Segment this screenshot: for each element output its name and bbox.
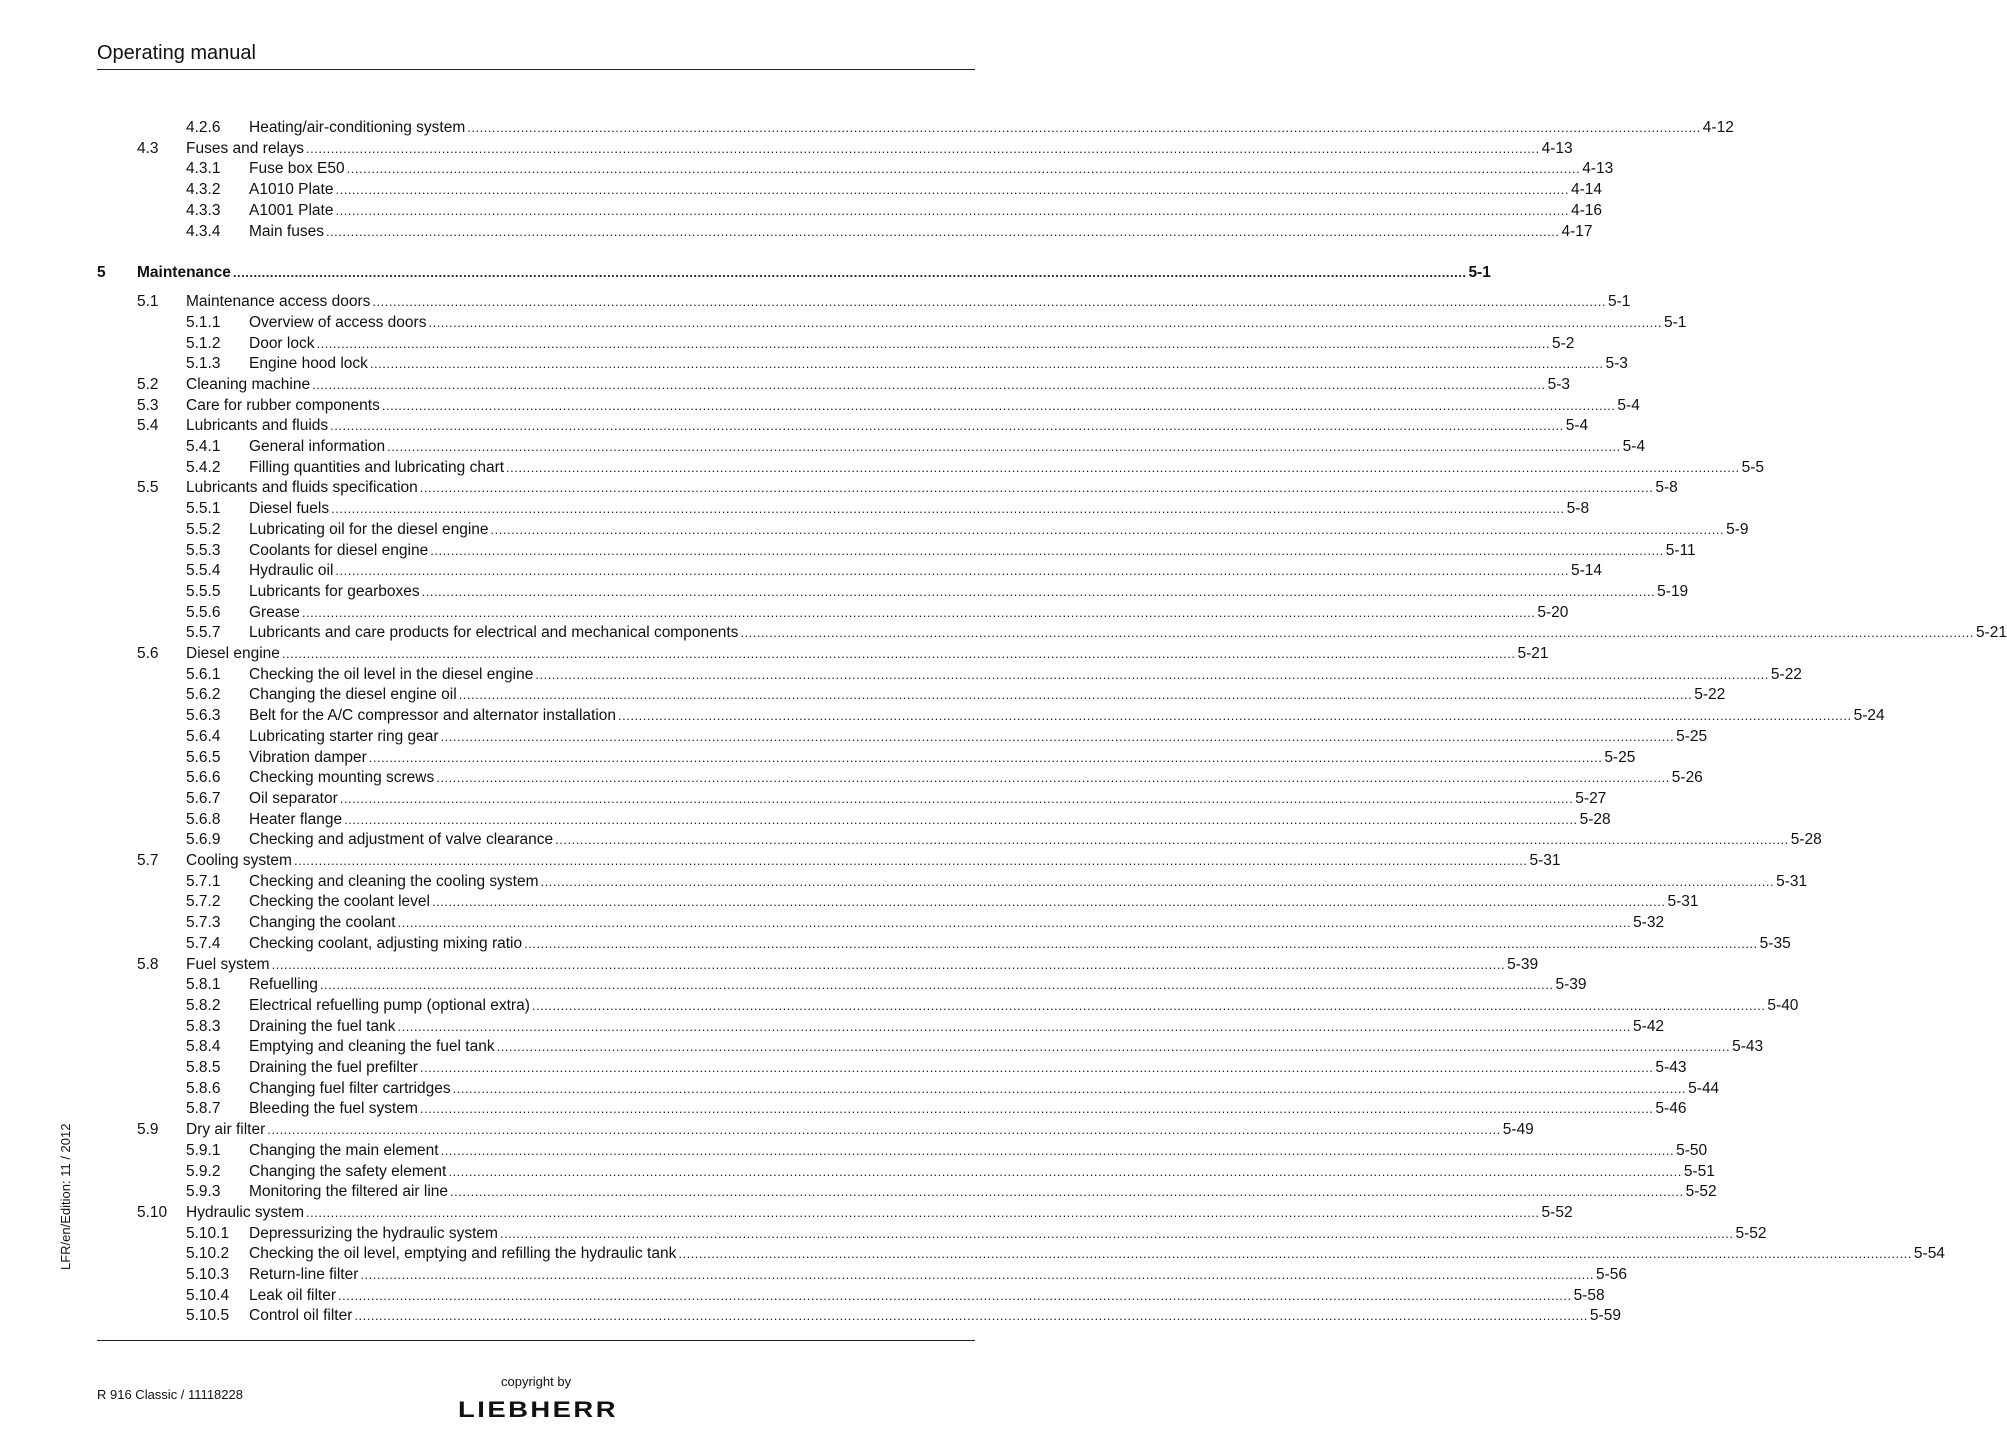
footer-divider xyxy=(97,1340,975,1341)
toc-entry-number: 5.10.3 xyxy=(186,1266,230,1283)
toc-entry[interactable] xyxy=(0,810,1611,831)
toc-entry[interactable] xyxy=(0,1120,1534,1141)
toc-leader-dots: ............................................................................................................................................................................................................................................................................................................ xyxy=(458,687,1693,703)
toc-entry[interactable] xyxy=(0,1058,1687,1079)
toc-entry-title: Depressurizing the hydraulic system xyxy=(249,1224,498,1242)
toc-entry-title: Oil separator xyxy=(249,789,338,807)
toc-entry-number: 5.6.2 xyxy=(186,686,221,704)
toc-entry-title: Checking the coolant level xyxy=(249,893,430,911)
toc-entry-page: 5-11 xyxy=(1665,541,1696,559)
toc-entry-page: 5-42 xyxy=(1633,1017,1665,1035)
toc-entry[interactable] xyxy=(0,1306,1621,1327)
toc-leader-dots: ............................................................................................................................................................................................................................................................................................................ xyxy=(232,264,1467,280)
toc-entry[interactable] xyxy=(0,396,1640,417)
liebherr-logo-icon xyxy=(457,1398,619,1420)
toc-leader-dots: ............................................................................................................................................................................................................................................................................................................ xyxy=(430,542,1664,558)
toc-entry-number: 5.5.3 xyxy=(186,541,221,559)
toc-leader-dots: ............................................................................................................................................................................................................................................................................................................ xyxy=(338,1287,1572,1303)
toc-entry-page: 5-28 xyxy=(1790,831,1822,849)
toc-entry[interactable] xyxy=(0,458,1764,479)
toc-leader-dots: ............................................................................................................................................................................................................................................................................................................ xyxy=(419,1060,1654,1075)
toc-entry-page: 5-4 xyxy=(1565,417,1589,435)
toc-entry-title: Leak oil filter xyxy=(249,1286,337,1304)
toc-entry-number: 5.6.7 xyxy=(186,789,221,807)
toc-entry-page: 5-19 xyxy=(1657,582,1689,600)
toc-entry-number: 5.10.4 xyxy=(186,1286,230,1304)
toc-entry-page: 5-39 xyxy=(1507,955,1539,973)
toc-entry-number: 5.1.2 xyxy=(186,334,221,352)
toc-entry[interactable] xyxy=(0,1017,1665,1038)
toc-entry[interactable] xyxy=(0,313,1687,334)
toc-entry-page: 5-21 xyxy=(1517,645,1549,662)
toc-entry[interactable] xyxy=(0,685,1726,706)
toc-entry-number: 5.7.1 xyxy=(186,872,221,890)
toc-entry-title: Fuel system xyxy=(186,955,270,973)
toc-entry-number: 5.5.5 xyxy=(186,582,221,600)
toc-entry-number: 5 xyxy=(97,263,106,281)
toc-entry-page: 5-59 xyxy=(1589,1307,1621,1325)
toc-entry[interactable] xyxy=(0,1224,1767,1245)
toc-leader-dots: ............................................................................................................................................................................................................................................................................................................ xyxy=(319,977,1554,993)
toc-entry-title: Dry air filter xyxy=(186,1121,266,1139)
toc-entry-number: 5.5.2 xyxy=(186,520,221,538)
toc-entry[interactable] xyxy=(0,644,1549,665)
toc-entry[interactable] xyxy=(0,375,1571,396)
toc-entry-number: 5.5 xyxy=(137,479,159,497)
toc-entry-page: 5-44 xyxy=(1688,1079,1720,1097)
toc-entry-number: 4.3.3 xyxy=(186,201,221,219)
toc-entry[interactable] xyxy=(0,180,1603,201)
toc-leader-dots: ............................................................................................................................................................................................................................................................................................................ xyxy=(267,1122,1501,1138)
toc-entry-title: Checking coolant, adjusting mixing ratio xyxy=(249,934,523,952)
toc-leader-dots: ............................................................................................................................................................................................................................................................................................................ xyxy=(346,161,1581,177)
toc-entry-title: Electrical refuelling pump (optional extra) xyxy=(249,996,530,1014)
toc-leader-dots: ............................................................................................................................................................................................................................................................................................................ xyxy=(428,314,1663,330)
toc-entry-page: 4-13 xyxy=(1541,139,1573,157)
toc-entry-title: Filling quantities and lubricating chart xyxy=(249,458,505,476)
toc-entry[interactable] xyxy=(0,118,1734,139)
toc-entry-page: 4-17 xyxy=(1561,222,1593,240)
toc-entry-page: 5-28 xyxy=(1579,810,1611,828)
toc-entry[interactable] xyxy=(0,727,1708,748)
toc-entry[interactable] xyxy=(0,1182,1717,1203)
toc-leader-dots: ............................................................................................................................................................................................................................................................................................................ xyxy=(506,459,1740,475)
toc-leader-dots: ............................................................................................................................................................................................................................................................................................................ xyxy=(419,480,1654,496)
toc-entry-page: 5-54 xyxy=(1913,1245,1945,1263)
toc-entry[interactable] xyxy=(0,768,1703,789)
toc-entry-page: 5-25 xyxy=(1604,748,1636,766)
toc-entry-page: 5-49 xyxy=(1502,1121,1534,1139)
toc-entry-page: 5-58 xyxy=(1573,1286,1605,1304)
toc-entry[interactable] xyxy=(0,561,1602,582)
toc-entry-page: 5-31 xyxy=(1529,852,1561,869)
toc-entry-title: Care for rubber components xyxy=(186,396,380,414)
toc-entry[interactable] xyxy=(0,913,1665,934)
toc-entry-title: Checking the oil level in the diesel engine xyxy=(249,665,534,683)
toc-entry[interactable] xyxy=(0,789,1607,810)
toc-entry-number: 5.4.1 xyxy=(186,438,221,455)
toc-entry-title: Refuelling xyxy=(249,976,318,994)
toc-entry-page: 5-3 xyxy=(1547,375,1571,393)
toc-entry-title: A1010 Plate xyxy=(249,181,334,199)
toc-entry-title: Checking and adjustment of valve clearance xyxy=(249,831,554,849)
toc-leader-dots: ............................................................................................................................................................................................................................................................................................................ xyxy=(312,376,1546,392)
toc-leader-dots: ............................................................................................................................................................................................................................................................................................................ xyxy=(419,1101,1654,1117)
toc-entry-page: 5-56 xyxy=(1595,1266,1627,1283)
toc-leader-dots: ............................................................................................................................................................................................................................................................................................................ xyxy=(281,646,1516,661)
toc-entry-title: Coolants for diesel engine xyxy=(249,541,429,559)
toc-entry-title: Vibration damper xyxy=(249,748,367,766)
toc-entry-title: Cleaning machine xyxy=(186,375,311,393)
toc-leader-dots: ............................................................................................................................................................................................................................................................................................................ xyxy=(360,1267,1594,1282)
toc-entry-page: 5-31 xyxy=(1776,872,1808,890)
toc-entry-number: 4.3.4 xyxy=(186,222,221,240)
toc-entry-page: 5-8 xyxy=(1566,500,1590,518)
toc-entry-page: 5-22 xyxy=(1770,665,1802,683)
toc-leader-dots: ............................................................................................................................................................................................................................................................................................................ xyxy=(450,1184,1684,1200)
toc-entry-number: 5.6.8 xyxy=(186,810,221,828)
toc-entry-title: Engine hood lock xyxy=(249,355,368,373)
toc-entry-number: 5.6.4 xyxy=(186,727,221,745)
toc-entry[interactable] xyxy=(0,603,1569,624)
toc-entry-number: 4.3.1 xyxy=(186,160,221,178)
toc-entry-page: 5-1 xyxy=(1664,313,1687,331)
toc-leader-dots: ............................................................................................................................................................................................................................................................................................................ xyxy=(618,708,1852,724)
toc-entry[interactable] xyxy=(0,263,1491,284)
toc-entry-title: Door lock xyxy=(249,334,315,352)
toc-leader-dots: ............................................................................................................................................................................................................................................................................................................ xyxy=(335,563,1569,579)
toc-entry-title: Overview of access doors xyxy=(249,313,427,331)
toc-entry-number: 5.1.1 xyxy=(186,313,221,331)
toc-entry[interactable] xyxy=(0,1037,1764,1058)
toc-leader-dots: ............................................................................................................................................................................................................................................................................................................ xyxy=(368,749,1603,765)
toc-entry-page: 5-21 xyxy=(1975,624,2007,642)
toc-entry-page: 5-43 xyxy=(1732,1038,1764,1056)
toc-entry-title: Lubricants and fluids specification xyxy=(186,479,418,497)
toc-leader-dots: ............................................................................................................................................................................................................................................................................................................ xyxy=(331,501,1565,517)
toc-entry-page: 5-24 xyxy=(1853,707,1885,725)
toc-entry-number: 4.3 xyxy=(137,139,159,157)
toc-leader-dots: ............................................................................................................................................................................................................................................................................................................ xyxy=(381,397,1616,413)
toc-entry-number: 5.6.6 xyxy=(186,769,221,787)
toc-entry-number: 5.6.3 xyxy=(186,707,221,725)
header-divider xyxy=(97,69,975,70)
toc-entry-number: 5.4.2 xyxy=(186,458,221,476)
toc-entry-title: Lubricating starter ring gear xyxy=(249,727,439,745)
toc-entry-title: Changing the coolant xyxy=(249,914,396,932)
toc-leader-dots: ............................................................................................................................................................................................................................................................................................................ xyxy=(524,935,1758,951)
toc-entry-page: 5-14 xyxy=(1570,562,1602,580)
toc-entry-number: 5.10.2 xyxy=(186,1245,230,1263)
toc-leader-dots: ............................................................................................................................................................................................................................................................................................................ xyxy=(301,604,1536,620)
toc-entry-number: 5.8.3 xyxy=(186,1017,221,1035)
toc-leader-dots: ............................................................................................................................................................................................................................................................................................................ xyxy=(330,418,1564,434)
toc-entry[interactable] xyxy=(0,1079,1720,1100)
toc-entry-number: 5.10.5 xyxy=(186,1307,230,1325)
toc-entry-page: 5-52 xyxy=(1541,1203,1573,1221)
toc-entry-page: 5-51 xyxy=(1683,1162,1715,1180)
toc-entry[interactable] xyxy=(0,139,1573,160)
toc-entry-title: Checking the oil level, emptying and refilling the hydraulic tank xyxy=(249,1245,677,1263)
toc-entry[interactable] xyxy=(0,201,1603,222)
toc-leader-dots: ............................................................................................................................................................................................................................................................................................................ xyxy=(335,182,1570,198)
toc-entry-number: 5.6.5 xyxy=(186,748,221,766)
toc-entry-page: 5-20 xyxy=(1537,603,1569,621)
toc-leader-dots: ............................................................................................................................................................................................................................................................................................................ xyxy=(431,894,1666,910)
toc-leader-dots: ............................................................................................................................................................................................................................................................................................................ xyxy=(306,140,1540,156)
toc-entry-number: 5.3 xyxy=(137,396,159,414)
toc-entry[interactable] xyxy=(0,437,1646,458)
toc-entry-number: 5.7.2 xyxy=(186,893,221,911)
toc-entry-page: 5-31 xyxy=(1667,893,1699,911)
toc-leader-dots: ............................................................................................................................................................................................................................................................................................................ xyxy=(440,1142,1675,1158)
toc-entry-title: Lubricating oil for the diesel engine xyxy=(249,520,489,538)
toc-entry-title: Diesel engine xyxy=(186,645,280,662)
toc-entry-number: 5.8.4 xyxy=(186,1038,221,1056)
toc-entry-title: Grease xyxy=(249,603,300,621)
toc-entry-title: Heater flange xyxy=(249,810,343,828)
toc-leader-dots: ............................................................................................................................................................................................................................................................................................................ xyxy=(369,356,1604,372)
toc-entry-number: 5.8 xyxy=(137,955,159,973)
toc-entry-page: 4-13 xyxy=(1582,160,1614,178)
toc-entry-page: 5-25 xyxy=(1676,727,1708,745)
toc-leader-dots: ............................................................................................................................................................................................................................................................................................................ xyxy=(387,439,1621,454)
toc-entry-title: Fuse box E50 xyxy=(249,160,345,178)
toc-entry-title: Diesel fuels xyxy=(249,500,330,518)
toc-entry-page: 5-22 xyxy=(1694,686,1726,704)
toc-entry-title: Lubricants for gearboxes xyxy=(249,582,420,600)
toc-entry-title: Checking and cleaning the cooling system xyxy=(249,872,539,890)
toc-entry-number: 5.8.1 xyxy=(186,976,221,994)
toc-entry-number: 5.9.3 xyxy=(186,1183,221,1201)
copyright-label: copyright by xyxy=(501,1374,572,1389)
toc-entry-number: 5.10.1 xyxy=(186,1224,230,1242)
toc-leader-dots: ............................................................................................................................................................................................................................................................................................................ xyxy=(531,997,1766,1013)
toc-entry-page: 5-9 xyxy=(1726,520,1749,538)
toc-leader-dots: ............................................................................................................................................................................................................................................................................................................ xyxy=(490,521,1725,537)
toc-entry[interactable] xyxy=(0,222,1593,243)
toc-entry-number: 5.4 xyxy=(137,417,159,435)
toc-entry[interactable] xyxy=(0,1244,1945,1265)
toc-entry-page: 4-12 xyxy=(1702,119,1734,136)
toc-entry-page: 4-14 xyxy=(1571,181,1603,199)
toc-leader-dots: ............................................................................................................................................................................................................................................................................................................ xyxy=(421,583,1656,599)
toc-entry-title: Lubricants and fluids xyxy=(186,417,329,435)
toc-leader-dots: ............................................................................................................................................................................................................................................................................................................ xyxy=(535,666,1769,682)
toc-entry-title: Bleeding the fuel system xyxy=(249,1100,418,1118)
toc-entry-number: 5.6.1 xyxy=(186,665,221,683)
toc-entry-title: Fuses and relays xyxy=(186,139,305,157)
toc-entry-page: 5-35 xyxy=(1759,934,1791,952)
toc-entry-number: 5.7 xyxy=(137,852,159,869)
toc-entry-page: 5-5 xyxy=(1741,458,1764,476)
toc-leader-dots: ............................................................................................................................................................................................................................................................................................................ xyxy=(740,625,1974,641)
toc-entry[interactable] xyxy=(0,416,1589,437)
toc-entry-page: 5-43 xyxy=(1655,1059,1687,1076)
toc-entry-page: 5-26 xyxy=(1671,769,1703,787)
toc-entry-title: Draining the fuel prefilter xyxy=(249,1059,418,1076)
toc-leader-dots: ............................................................................................................................................................................................................................................................................................................ xyxy=(325,223,1560,239)
toc-entry[interactable] xyxy=(0,499,1590,520)
toc-entry-number: 4.3.2 xyxy=(186,181,221,199)
toc-entry-title: Monitoring the filtered air line xyxy=(249,1183,449,1201)
toc-leader-dots: ............................................................................................................................................................................................................................................................................................................ xyxy=(293,853,1528,868)
toc-leader-dots: ............................................................................................................................................................................................................................................................................................................ xyxy=(306,1204,1540,1220)
toc-entry-page: 5-8 xyxy=(1655,479,1678,497)
toc-entry[interactable] xyxy=(0,892,1699,913)
toc-leader-dots: ............................................................................................................................................................................................................................................................................................................ xyxy=(372,294,1606,310)
toc-entry-page: 5-4 xyxy=(1622,438,1646,455)
toc-entry-number: 5.7.4 xyxy=(186,934,221,952)
logo-text: LIEBHERR xyxy=(458,1397,618,1422)
toc-entry-title: Cooling system xyxy=(186,852,292,869)
toc-entry-title: Hydraulic system xyxy=(186,1203,304,1221)
toc-leader-dots: ............................................................................................................................................................................................................................................................................................................ xyxy=(440,728,1675,744)
toc-entry-number: 5.8.5 xyxy=(186,1059,221,1076)
page-title: Operating manual xyxy=(97,42,256,64)
toc-entry-number: 5.1.3 xyxy=(186,355,221,373)
toc-entry[interactable] xyxy=(0,354,1628,375)
toc-entry-title: Hydraulic oil xyxy=(249,562,334,580)
toc-entry-title: A1001 Plate xyxy=(249,201,334,219)
toc-entry-number: 5.1 xyxy=(137,293,159,311)
toc-leader-dots: ............................................................................................................................................................................................................................................................................................................ xyxy=(448,1163,1682,1179)
toc-entry-page: 5-4 xyxy=(1617,396,1640,414)
toc-entry-number: 5.8.6 xyxy=(186,1079,221,1097)
toc-leader-dots: ............................................................................................................................................................................................................................................................................................................ xyxy=(397,1018,1632,1034)
toc-entry-number: 5.7.3 xyxy=(186,914,221,932)
toc-entry-number: 5.5.7 xyxy=(186,624,221,642)
toc-entry[interactable] xyxy=(0,1203,1573,1224)
toc-entry-title: Changing the diesel engine oil xyxy=(249,686,457,704)
toc-leader-dots: ............................................................................................................................................................................................................................................................................................................ xyxy=(452,1080,1687,1096)
toc-entry-number: 5.9 xyxy=(137,1121,159,1139)
toc-entry-page: 5-1 xyxy=(1468,263,1491,281)
toc-entry-title: Draining the fuel tank xyxy=(249,1017,396,1035)
toc-entry[interactable] xyxy=(0,159,1614,180)
toc-entry-number: 5.5.1 xyxy=(186,500,221,518)
toc-entry[interactable] xyxy=(0,1265,1627,1286)
toc-entry-page: 5-52 xyxy=(1735,1224,1767,1242)
toc-entry-page: 5-39 xyxy=(1555,976,1587,994)
toc-entry-title: Belt for the A/C compressor and alternator installation xyxy=(249,707,617,725)
toc-leader-dots: ............................................................................................................................................................................................................................................................................................................ xyxy=(555,832,1789,848)
toc-entry[interactable] xyxy=(0,541,1696,562)
toc-entry-title: Maintenance xyxy=(137,263,231,281)
toc-entry-page: 5-3 xyxy=(1605,355,1628,373)
toc-entry-number: 5.8.7 xyxy=(186,1100,221,1118)
toc-entry-page: 4-16 xyxy=(1571,201,1603,219)
toc-entry-page: 5-1 xyxy=(1607,293,1631,311)
toc-entry[interactable] xyxy=(0,334,1575,355)
edition-label: LFR/en/Edition: 11 / 2012 xyxy=(58,1123,73,1270)
toc-entry-page: 5-40 xyxy=(1767,996,1799,1014)
toc-entry[interactable] xyxy=(0,1099,1687,1120)
toc-entry[interactable] xyxy=(0,1162,1715,1183)
toc-leader-dots: ............................................................................................................................................................................................................................................................................................................ xyxy=(271,956,1506,972)
toc-entry[interactable] xyxy=(0,292,1631,313)
toc-entry-number: 5.2 xyxy=(137,375,159,393)
toc-entry[interactable] xyxy=(0,975,1587,996)
toc-entry-page: 5-52 xyxy=(1685,1183,1717,1201)
toc-entry-title: Return-line filter xyxy=(249,1266,359,1283)
toc-leader-dots: ............................................................................................................................................................................................................................................................................................................ xyxy=(499,1225,1734,1241)
toc-entry-title: Changing the main element xyxy=(249,1141,439,1159)
toc-entry-title: Checking mounting screws xyxy=(249,769,435,787)
toc-entry[interactable] xyxy=(0,623,2007,644)
toc-entry[interactable] xyxy=(0,748,1636,769)
toc-entry-title: Main fuses xyxy=(249,222,324,240)
toc-entry[interactable] xyxy=(0,830,1822,851)
toc-leader-dots: ............................................................................................................................................................................................................................................................................................................ xyxy=(335,202,1570,218)
toc-entry-number: 5.10 xyxy=(137,1203,168,1221)
toc-leader-dots: ............................................................................................................................................................................................................................................................................................................ xyxy=(354,1308,1588,1324)
toc-entry-number: 5.6.9 xyxy=(186,831,221,849)
toc-entry[interactable] xyxy=(0,996,1799,1017)
toc-entry[interactable] xyxy=(0,706,1885,727)
toc-entry[interactable] xyxy=(0,955,1539,976)
toc-entry[interactable] xyxy=(0,851,1561,872)
toc-entry-title: Heating/air-conditioning system xyxy=(249,119,466,136)
toc-entry-number: 5.9.2 xyxy=(186,1162,221,1180)
toc-entry-title: Lubricants and care products for electrical and mechanical components xyxy=(249,624,739,642)
toc-entry[interactable] xyxy=(0,520,1749,541)
toc-entry[interactable] xyxy=(0,1141,1708,1162)
toc-entry-title: Maintenance access doors xyxy=(186,293,371,311)
toc-leader-dots: ............................................................................................................................................................................................................................................................................................................ xyxy=(467,120,1701,135)
toc-leader-dots: ............................................................................................................................................................................................................................................................................................................ xyxy=(678,1246,1912,1262)
toc-entry[interactable] xyxy=(0,665,1802,686)
toc-leader-dots: ............................................................................................................................................................................................................................................................................................................ xyxy=(316,335,1551,351)
model-number: R 916 Classic / 11118228 xyxy=(97,1387,243,1402)
toc-entry[interactable] xyxy=(0,582,1689,603)
toc-entry-page: 5-46 xyxy=(1655,1100,1687,1118)
toc-entry[interactable] xyxy=(0,1286,1605,1307)
toc-entry[interactable] xyxy=(0,478,1678,499)
toc-entry-title: Changing the safety element xyxy=(249,1162,447,1180)
toc-entry-title: Emptying and cleaning the fuel tank xyxy=(249,1038,495,1056)
toc-leader-dots: ............................................................................................................................................................................................................................................................................................................ xyxy=(436,770,1670,786)
toc-entry-page: 5-27 xyxy=(1575,789,1607,807)
toc-entry-title: Changing fuel filter cartridges xyxy=(249,1079,451,1097)
toc-entry-title: Control oil filter xyxy=(249,1307,353,1325)
toc-entry-number: 5.6 xyxy=(137,645,159,662)
toc-leader-dots: ............................................................................................................................................................................................................................................................................................................ xyxy=(339,790,1574,806)
toc-entry[interactable] xyxy=(0,872,1808,893)
toc-entry-page: 5-2 xyxy=(1552,334,1575,352)
toc-entry-page: 5-32 xyxy=(1633,914,1665,932)
toc-leader-dots: ............................................................................................................................................................................................................................................................................................................ xyxy=(496,1039,1731,1055)
toc-leader-dots: ............................................................................................................................................................................................................................................................................................................ xyxy=(540,873,1775,889)
toc-leader-dots: ............................................................................................................................................................................................................................................................................................................ xyxy=(344,811,1578,827)
toc-entry-number: 5.8.2 xyxy=(186,996,221,1014)
toc-entry-title: General information xyxy=(249,438,386,455)
toc-entry-number: 4.2.6 xyxy=(186,119,221,136)
toc-entry[interactable] xyxy=(0,934,1791,955)
toc-entry-page: 5-50 xyxy=(1676,1141,1708,1159)
toc-leader-dots: ............................................................................................................................................................................................................................................................................................................ xyxy=(397,915,1632,931)
toc-entry-number: 5.5.6 xyxy=(186,603,221,621)
toc-entry-number: 5.9.1 xyxy=(186,1141,221,1159)
toc-entry-number: 5.5.4 xyxy=(186,562,221,580)
